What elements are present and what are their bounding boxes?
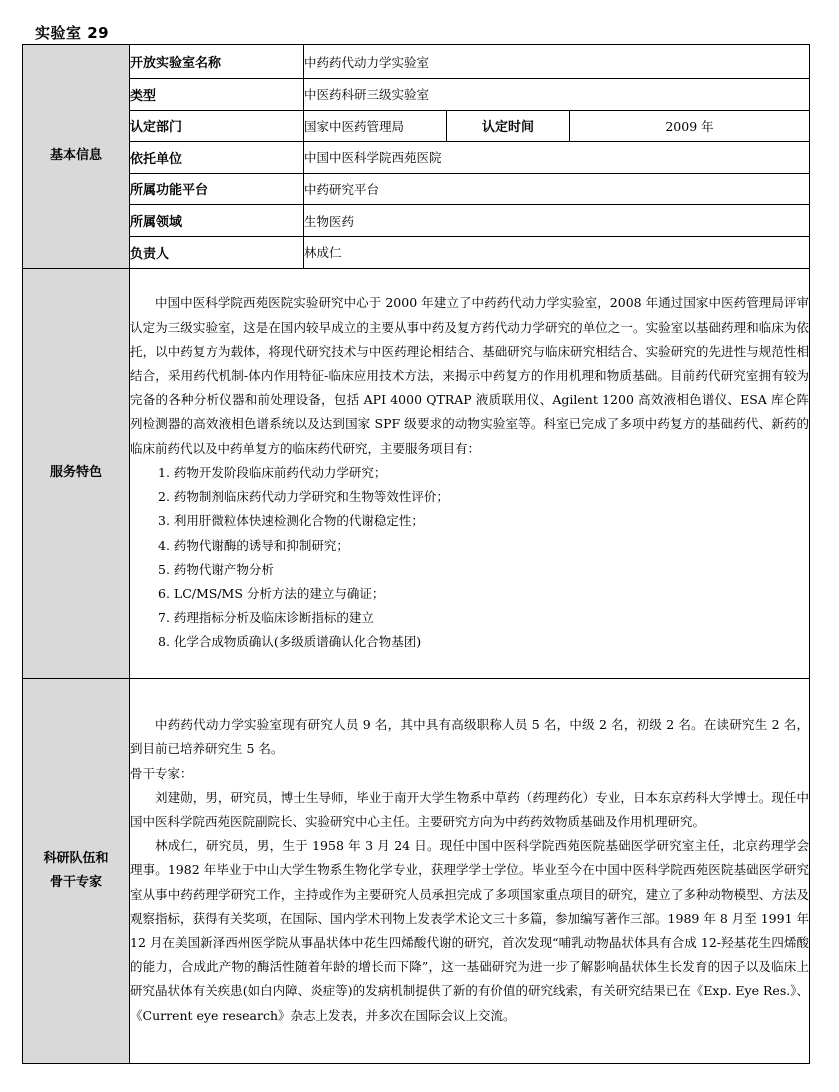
label-time: 认定时间 [447, 110, 570, 142]
service-item: 8. 化学合成物质确认(多级质谱确认化合物基团) [158, 634, 422, 650]
label-dept: 认定部门 [130, 110, 304, 142]
team-summary: 中药药代动力学实验室现有研究人员 9 名，其中具有高级职称人员 5 名，中级 2 名，初级 2 名。在读研究生 2 名，到目前已培养研究生 5 名。 [130, 717, 810, 757]
label-platform: 所属功能平台 [130, 173, 304, 205]
value-field: 生物医药 [304, 205, 810, 237]
expert-liu-bio: 刘建勋，男，研究员，博士生导师，毕业于南开大学生物系中草药（药理药化）专业，日本东京药科大学博士。现任中国中医科学院西苑医院副院长、实验研究中心主任。主要研究方向为中药药效物质基础及作用机理研究。 [130, 789, 810, 829]
service-item: 6. LC/MS/MS 分析方法的建立与确证； [158, 585, 385, 601]
row-service [23, 268, 810, 678]
service-intro: 中国中医科学院西苑医院实验研究中心于 2000 年建立了中药药代动力学实验室，2008 年通过国家中医药管理局评审认定为三级实验室，这是在国内较早成立的主要从事中药及复方药代动力学研究的单位之一。实验室以基础药理和临床为依托，以中药复方为载体，将现代研究技术与中医药理论相结合、基础研究与临床研究相结合、实验研究的先进性与规范性相结合，采用药代机制-体内作用特征-临床应用技术方法，来揭示中药复方的作用机理和物质基础。目前药代研究室拥有较为完备的各种分析仪器和前处理设备，包括 API 4000 QTRAP 液质联用仪、Agilent 1200 高效液相色谱仪、ESA 库仑阵列检测器的高效液相色谱系统以及达到国家 SPF 级要求的动物实验室等。科室已完成了多项中药复方的基础药代、新药的临床前药代以及中药单复方的临床药代研究，主要服务项目有： [130, 295, 810, 456]
row-platform [23, 173, 810, 205]
row-dept [23, 110, 810, 142]
section-basic-info: 基本信息 [23, 45, 130, 269]
section-team-line2: 骨干专家 [49, 874, 102, 890]
section-service: 服务特色 [23, 268, 130, 678]
service-content [130, 268, 810, 678]
row-field [23, 205, 810, 237]
value-lab-name: 中药药代动力学实验室 [304, 45, 810, 79]
row-unit [23, 142, 810, 174]
label-type: 类型 [130, 79, 304, 111]
value-dept: 国家中医药管理局 [304, 110, 447, 142]
page-title: 实验室 29 [35, 24, 110, 42]
service-item: 3. 利用肝微粒体快速检测化合物的代谢稳定性； [158, 513, 424, 529]
service-item: 4. 药物代谢酶的诱导和抑制研究； [158, 537, 349, 553]
label-unit: 依托单位 [130, 142, 304, 174]
value-time: 2009 年 [570, 110, 810, 142]
service-item: 7. 药理指标分析及临床诊断指标的建立 [158, 610, 374, 626]
row-leader [23, 237, 810, 269]
team-content [130, 678, 810, 1063]
section-team [23, 678, 130, 1063]
lab-info-table [22, 44, 810, 1064]
value-platform: 中药研究平台 [304, 173, 810, 205]
row-team [23, 678, 810, 1063]
label-leader: 负责人 [130, 237, 304, 269]
value-type: 中医药科研三级实验室 [304, 79, 810, 111]
section-team-line1: 科研队伍和 [43, 850, 109, 866]
label-lab-name: 开放实验室名称 [130, 45, 304, 79]
expert-lin-bio: 林成仁，研究员，男，生于 1958 年 3 月 24 日。现任中国中医科学院西苑医院基础医学研究室主任，北京药理学会理事。1982 年毕业于中山大学生物系生物化学专业，获理学学士学位。毕业至今在中国中医科学院西苑医院基础医学研究室从事中药药理学研究工作，主持或作为主要研究人员承担完成了多项国家重点项目的研究，建立了多种动物模型、方法及观察指标，获得有关奖项，在国际、国内学术刊物上发表学术论文三十多篇，参加编写著作三部。1989 年 8 月至 1991 年 12 月在美国新泽西州医学院从事晶状体中花生四烯酸代谢的研究，首次发现“哺乳动物晶状体具有合成 12-羟基花生四烯酸的能力，合成此产物的酶活性随着年龄的增长而下降”，这一基础研究为进一步了解影响晶状体生长发育的因子以及临床上研究晶状体有关疾患(如白内障、炎症等)的发病机制提供了新的有价值的研究线索，有关研究结果已在《Exp. Eye Res.》、《Current eye research》杂志上发表，并多次在国际会议上交流。 [130, 838, 810, 1023]
service-item: 1. 药物开发阶段临床前药代动力学研究； [158, 464, 387, 480]
value-leader: 林成仁 [304, 237, 810, 269]
service-item: 5. 药物代谢产物分析 [158, 561, 274, 577]
value-unit: 中国中医科学院西苑医院 [304, 142, 810, 174]
service-item: 2. 药物制剂临床药代动力学研究和生物等效性评价； [158, 489, 449, 505]
row-lab-name [23, 45, 810, 79]
team-experts-heading: 骨干专家： [130, 765, 193, 781]
label-field: 所属领域 [130, 205, 304, 237]
row-type [23, 79, 810, 111]
